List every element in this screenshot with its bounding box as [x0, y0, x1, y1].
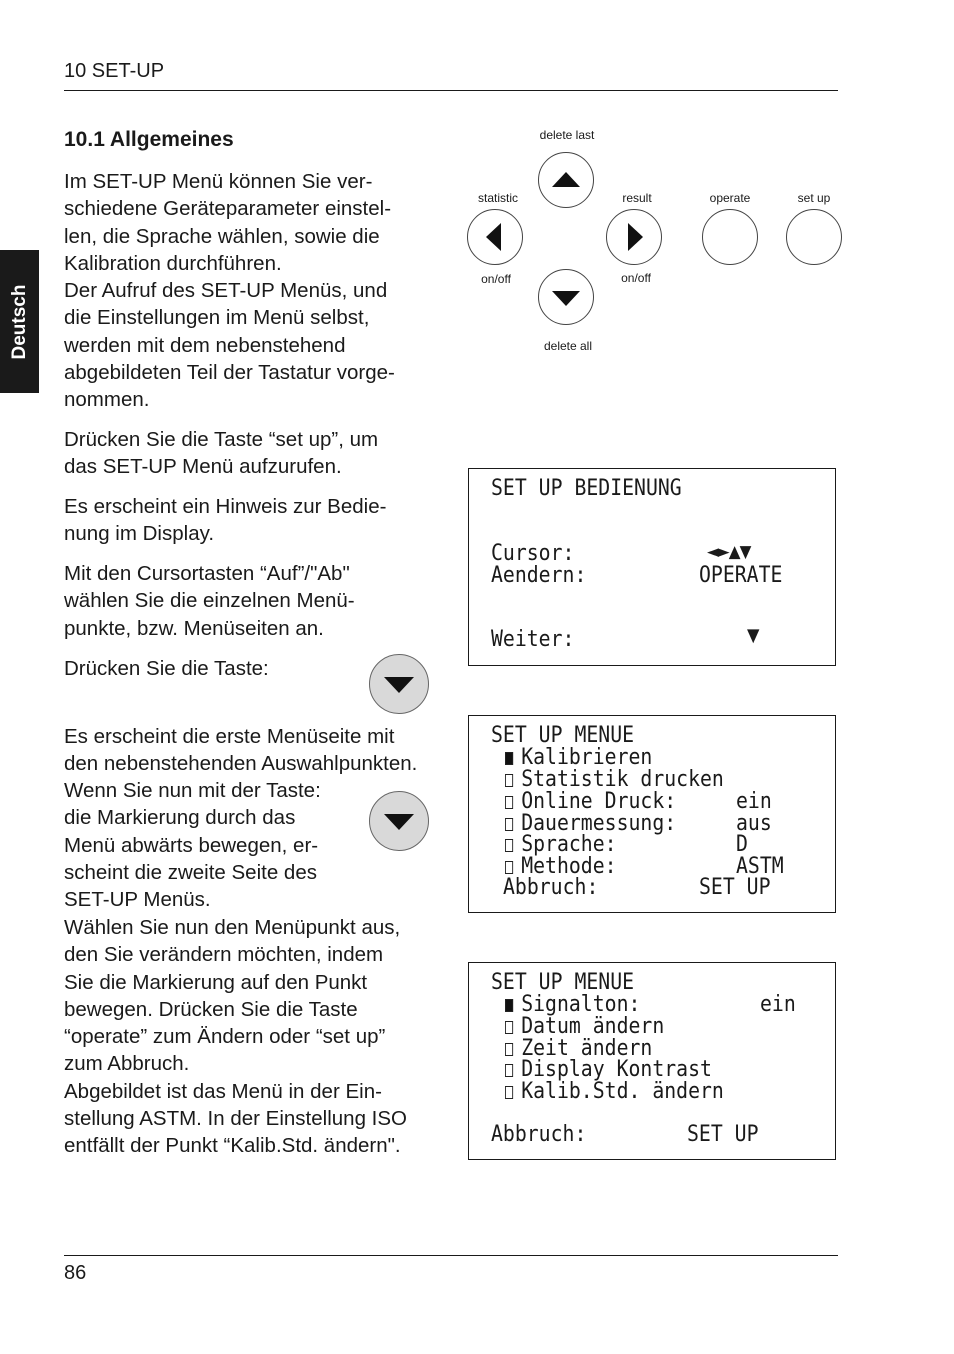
- menu-item: Sprache:: [505, 834, 617, 856]
- menu-marker-icon: [505, 1086, 513, 1099]
- arrow-down-icon: [552, 291, 580, 306]
- down-key-illustration-1: [369, 654, 429, 714]
- menu-marker-icon: [505, 1064, 513, 1077]
- menu-item: Methode:: [505, 856, 617, 878]
- menu-item-value: ASTM: [736, 854, 784, 879]
- menu-item: Zeit ändern: [505, 1038, 652, 1060]
- cursor-arrows-icon: ◄►▲▼: [707, 542, 751, 562]
- down-key-illustration-2: [369, 791, 429, 851]
- arrow-up-icon: [552, 172, 580, 187]
- display-title: SET UP MENUE: [491, 970, 635, 995]
- menu-item: Online Druck:: [505, 791, 676, 813]
- menu-item: Dauermessung:: [505, 813, 676, 835]
- menu-item-value: aus: [736, 811, 772, 836]
- menu-marker-icon: [505, 839, 513, 852]
- menu-item-value: ein: [736, 789, 772, 814]
- footer-rule: [64, 1255, 838, 1256]
- running-header: 10 SET-UP: [64, 60, 165, 82]
- paragraph-press-setup: Drücken Sie die Taste “set up”, um das SET-UP Menü aufzurufen.: [64, 428, 379, 479]
- menu-item: Kalib.Std. ändern: [505, 1081, 724, 1103]
- key-label-delete-last: delete last: [539, 128, 595, 142]
- abort-label: Abbruch:: [491, 1122, 587, 1147]
- paragraph-select-item: Wählen Sie nun den Menüpunkt aus, den Sie verändern möchten, indem Sie die Markierung auf den Punkt bewegen. Drücken Sie die Taste “operate” zum Ändern oder “set up” zum Abbruch. Abgebildet ist das Menü in der Ein- stellung ASTM. In der Einstellung ISO entfällt der Punkt “Kalib.Std. ändern".: [64, 916, 407, 1158]
- arrow-down-icon: [384, 677, 414, 693]
- display-title: SET UP MENUE: [491, 723, 635, 748]
- weiter-label: Weiter:: [491, 627, 575, 652]
- down-key[interactable]: [538, 269, 594, 325]
- language-side-tab: [0, 250, 39, 393]
- abort-label: Abbruch:: [503, 875, 599, 900]
- aendern-label: Aendern:: [491, 563, 587, 588]
- key-label-onoff-right: on/off: [621, 271, 651, 285]
- right-key[interactable]: [606, 209, 662, 265]
- paragraph-hint: Es erscheint ein Hinweis zur Bedie- nung im Display.: [64, 495, 387, 546]
- key-label-operate: operate: [709, 191, 751, 205]
- menu-marker-icon: [505, 1043, 513, 1056]
- language-tab-label: Deutsch: [8, 284, 30, 359]
- menu-item: Datum ändern: [505, 1016, 664, 1038]
- display-setup-menue-1: [468, 715, 836, 913]
- arrow-down-icon: [384, 814, 414, 830]
- paragraph-cursor-keys: Mit den Cursortasten “Auf”/"Ab" wählen Sie die einzelnen Menü- punkte, bzw. Menüseiten an.: [64, 562, 355, 640]
- key-label-set-up: set up: [797, 191, 831, 205]
- menu-item: Statistik drucken: [505, 769, 724, 791]
- display-title: SET UP BEDIENUNG: [491, 476, 682, 501]
- up-key[interactable]: [538, 152, 594, 208]
- menu-marker-icon: [505, 861, 513, 874]
- menu-marker-icon: [505, 818, 513, 831]
- weiter-arrow-icon: ▼: [747, 625, 760, 646]
- menu-item: Signalton:: [505, 994, 640, 1016]
- display-setup-bedienung: [468, 468, 836, 666]
- abort-value: SET UP: [687, 1122, 759, 1147]
- arrow-right-icon: [628, 223, 643, 251]
- menu-item: Display Kontrast: [505, 1059, 712, 1081]
- menu-marker-selected-icon: [505, 752, 513, 765]
- left-key[interactable]: [467, 209, 523, 265]
- menu-item-value: D: [736, 832, 748, 857]
- section-title: 10.1 Allgemeines: [64, 128, 234, 151]
- key-label-statistic: statistic: [477, 191, 519, 205]
- arrow-left-icon: [486, 223, 501, 251]
- display-setup-menue-2: [468, 962, 836, 1160]
- page-number: 86: [64, 1262, 87, 1284]
- key-label-onoff-left: on/off: [481, 272, 511, 286]
- paragraph-press-key: Drücken Sie die Taste:: [64, 657, 269, 680]
- menu-marker-icon: [505, 774, 513, 787]
- header-rule: [64, 90, 838, 91]
- abort-value: SET UP: [699, 875, 771, 900]
- paragraph-first-page: Es erscheint die erste Menüseite mit den nebenstehenden Auswahlpunkten.: [64, 725, 418, 776]
- key-label-delete-all: delete all: [543, 339, 593, 353]
- paragraph-second-page: Wenn Sie nun mit der Taste: die Markierung durch das Menü abwärts bewegen, er- scheint die zweite Seite des SET-UP Menüs.: [64, 779, 321, 912]
- menu-item-value: ein: [760, 992, 796, 1017]
- menu-item: Kalibrieren: [505, 747, 652, 769]
- menu-marker-selected-icon: [505, 999, 513, 1012]
- menu-marker-icon: [505, 1021, 513, 1034]
- menu-marker-icon: [505, 796, 513, 809]
- aendern-value: OPERATE: [699, 563, 783, 588]
- set-up-key[interactable]: [786, 209, 842, 265]
- cursor-label: Cursor:: [491, 541, 575, 566]
- paragraph-intro: Im SET-UP Menü können Sie ver- schiedene Geräteparameter einstel- len, die Sprache wählen, sowie die Kalibration durchführen. Der Aufruf des SET-UP Menüs, und die Einstellungen im Menü selbst, werden mit dem nebenstehend abgebildeten Teil der Tastatur vorge- nommen.: [64, 170, 395, 412]
- operate-key[interactable]: [702, 209, 758, 265]
- key-label-result: result: [622, 191, 652, 205]
